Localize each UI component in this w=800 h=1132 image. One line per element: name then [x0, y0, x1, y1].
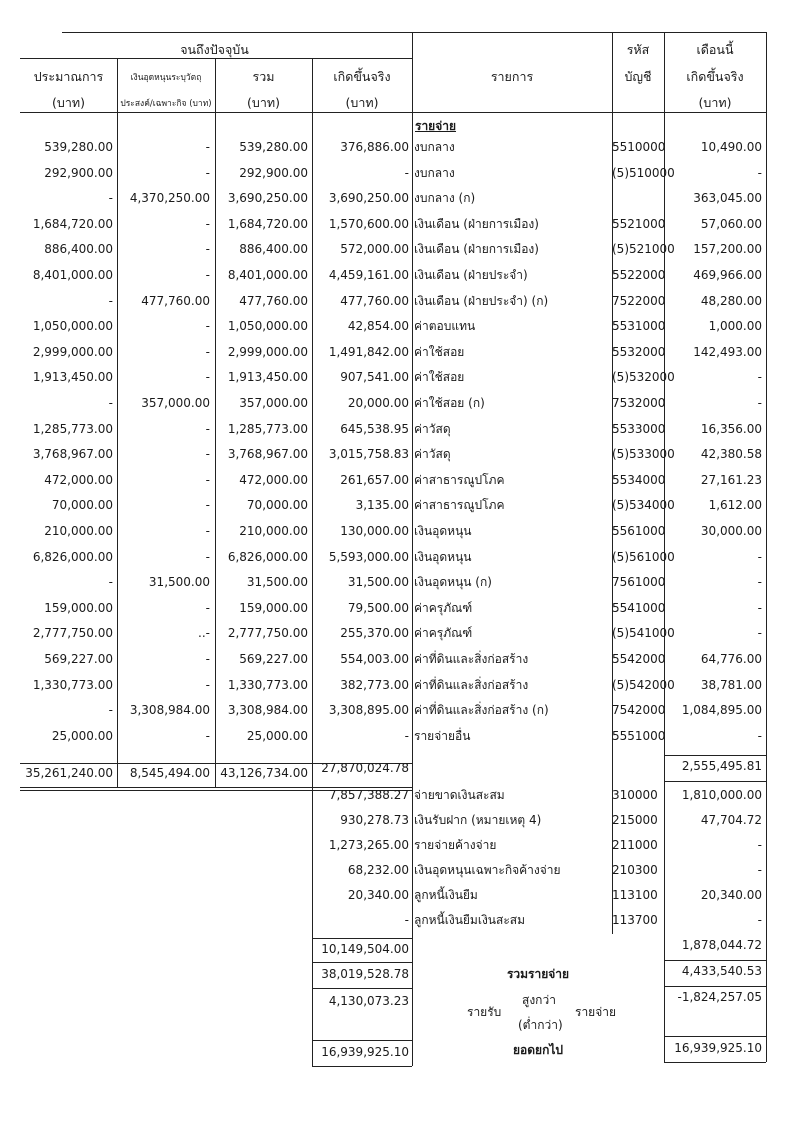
- cell-estimate: 569,227.00: [44, 652, 113, 666]
- cell-estimate: 210,000.00: [44, 524, 113, 538]
- cell-month: 142,493.00: [693, 345, 762, 359]
- cell-estimate: 8,401,000.00: [32, 268, 113, 282]
- cell-item: เงินเดือน (ฝ่ายประจำ) (ก): [414, 294, 549, 308]
- cell-estimate: 6,826,000.00: [32, 550, 113, 564]
- cell-estimate: 1,285,773.00: [32, 422, 113, 436]
- cell-actual: 477,760.00: [340, 294, 409, 308]
- difference-top-line: [312, 988, 412, 989]
- cell-item: ค่าที่ดินและสิ่งก่อสร้าง (ก): [414, 703, 549, 717]
- cell-actual: 572,000.00: [340, 242, 409, 256]
- cell-subsidy: 3,308,984.00: [129, 703, 210, 717]
- cell-actual: 42,854.00: [347, 319, 409, 333]
- cell-total: 1,330,773.00: [227, 678, 308, 692]
- difference-month: -1,824,257.05: [677, 990, 762, 1004]
- difference-actual: 4,130,073.23: [328, 994, 409, 1008]
- cell-item: เงินอุดหนุน: [414, 524, 472, 538]
- cell-code: 7532000: [612, 396, 666, 410]
- cell-month: -: [757, 626, 762, 640]
- cell-estimate: -: [108, 703, 113, 717]
- cell-estimate: 1,684,720.00: [32, 217, 113, 231]
- cell-item: ค่าครุภัณฑ์: [414, 601, 473, 615]
- cell-actual: 20,000.00: [347, 396, 409, 410]
- cell-total: 25,000.00: [246, 729, 308, 743]
- cell-actual: 7,857,388.27: [328, 788, 409, 802]
- cell-estimate: -: [108, 575, 113, 589]
- cell-total: 159,000.00: [239, 601, 308, 615]
- cell-total: 6,826,000.00: [227, 550, 308, 564]
- cell-total: 2,777,750.00: [227, 626, 308, 640]
- cell-item: ลูกหนี้เงินยืมเงินสะสม: [414, 913, 526, 927]
- cell-month: 30,000.00: [700, 524, 762, 538]
- month-carry-bottom-line: [664, 1062, 766, 1063]
- cell-subsidy: ..-: [198, 626, 210, 640]
- header-actual-unit: (บาท): [345, 95, 379, 110]
- total-month: 2,555,495.81: [681, 759, 762, 773]
- difference-label-lower: (ต่ำกว่า): [518, 1018, 563, 1032]
- cell-actual: 68,232.00: [347, 863, 409, 877]
- cell-subsidy: -: [205, 345, 210, 359]
- cell-estimate: 2,777,750.00: [32, 626, 113, 640]
- cell-month: 42,380.58: [700, 447, 762, 461]
- cell-estimate: 539,280.00: [44, 140, 113, 154]
- cell-month: -: [757, 863, 762, 877]
- subtotal-actual: 10,149,504.00: [321, 942, 409, 956]
- cell-month: -: [757, 601, 762, 615]
- cell-actual: 5,593,000.00: [328, 550, 409, 564]
- cell-actual: 1,491,842.00: [328, 345, 409, 359]
- cell-total: 292,900.00: [239, 166, 308, 180]
- cell-subsidy: -: [205, 447, 210, 461]
- cell-total: 8,401,000.00: [227, 268, 308, 282]
- cell-month: 10,490.00: [700, 140, 762, 154]
- cell-actual: 645,538.95: [340, 422, 409, 436]
- cell-total: 3,690,250.00: [227, 191, 308, 205]
- cell-estimate: 3,768,967.00: [32, 447, 113, 461]
- cell-actual: 20,340.00: [347, 888, 409, 902]
- cell-actual: 3,308,895.00: [328, 703, 409, 717]
- cell-month: -: [757, 913, 762, 927]
- cell-actual: 3,015,758.83: [328, 447, 409, 461]
- cell-total: 3,308,984.00: [227, 703, 308, 717]
- cell-code: 5531000: [612, 319, 666, 333]
- cell-total: 539,280.00: [239, 140, 308, 154]
- cell-code: 5561000: [612, 524, 666, 538]
- cell-actual: 31,500.00: [347, 575, 409, 589]
- subtotal-month: 1,878,044.72: [681, 938, 762, 952]
- cell-month: -: [757, 396, 762, 410]
- cell-estimate: 472,000.00: [44, 473, 113, 487]
- cell-actual: 1,273,265.00: [328, 838, 409, 852]
- difference-label-higher: สูงกว่า: [522, 993, 556, 1007]
- cell-subsidy: -: [205, 217, 210, 231]
- col-line-4: [412, 32, 413, 1066]
- cell-item: จ่ายขาดเงินสะสม: [414, 788, 505, 802]
- cell-actual: 3,135.00: [355, 498, 409, 512]
- cell-total: 886,400.00: [239, 242, 308, 256]
- cell-actual: 382,773.00: [340, 678, 409, 692]
- cell-month: -: [757, 166, 762, 180]
- cell-actual: 376,886.00: [340, 140, 409, 154]
- cell-subsidy: 31,500.00: [148, 575, 210, 589]
- cell-item: เงินเดือน (ฝ่ายประจำ): [414, 268, 528, 282]
- cell-item: ค่าใช้สอย: [414, 345, 465, 359]
- table-top-border: [62, 32, 766, 33]
- header-actual: เกิดขึ้นจริง: [333, 69, 391, 84]
- cell-code: 7561000: [612, 575, 666, 589]
- cell-item: เงินอุดหนุนเฉพาะกิจค้างจ่าย: [414, 863, 561, 877]
- cell-subsidy: -: [205, 729, 210, 743]
- total-estimate: 35,261,240.00: [25, 766, 113, 780]
- cell-code: 5510000: [612, 140, 666, 154]
- cell-subsidy: -: [205, 678, 210, 692]
- cell-month: -: [757, 370, 762, 384]
- cell-estimate: 886,400.00: [44, 242, 113, 256]
- cell-code: 310000: [612, 788, 658, 802]
- cell-month: -: [757, 729, 762, 743]
- cell-actual: -: [404, 729, 409, 743]
- cell-item: งบกลาง: [414, 140, 455, 154]
- grand-total-label: รวมรายจ่าย: [506, 967, 570, 981]
- carry-top-line: [312, 1040, 412, 1041]
- cell-subsidy: -: [205, 601, 210, 615]
- header-subsidy: เงินอุดหนุนระบุวัตถุ: [130, 73, 202, 83]
- col-line-7: [766, 32, 767, 1062]
- subtotal-top-line: [312, 938, 412, 939]
- cell-code: 5542000: [612, 652, 666, 666]
- header-subsidy-unit: ประสงค์/เฉพาะกิจ (บาท): [120, 99, 212, 109]
- cell-month: 1,810,000.00: [681, 788, 762, 802]
- cell-estimate: 25,000.00: [51, 729, 113, 743]
- cell-actual: 1,570,600.00: [328, 217, 409, 231]
- month-carry-top-line: [664, 1036, 766, 1037]
- carry-forward-label: ยอดยกไป: [513, 1043, 563, 1057]
- cell-code: 7522000: [612, 294, 666, 308]
- cell-month: 20,340.00: [700, 888, 762, 902]
- cell-month: -: [757, 838, 762, 852]
- cell-actual: 3,690,250.00: [328, 191, 409, 205]
- cell-item: ค่าสาธารณูปโภค: [414, 473, 505, 487]
- cell-total: 2,999,000.00: [227, 345, 308, 359]
- cell-month: 48,280.00: [700, 294, 762, 308]
- cell-month: 469,966.00: [693, 268, 762, 282]
- cell-item: งบกลาง (ก): [414, 191, 476, 205]
- cell-code: 5534000: [612, 473, 666, 487]
- cell-total: 31,500.00: [246, 575, 308, 589]
- cell-subsidy: -: [205, 370, 210, 384]
- grand-total-actual: 38,019,528.78: [321, 967, 409, 981]
- cell-actual: 79,500.00: [347, 601, 409, 615]
- cell-estimate: -: [108, 396, 113, 410]
- cell-total: 569,227.00: [239, 652, 308, 666]
- cell-month: 1,084,895.00: [681, 703, 762, 717]
- cell-item: ลูกหนี้เงินยืม: [414, 888, 478, 902]
- header-to-date: จนถึงปัจจุบัน: [180, 42, 249, 57]
- cell-total: 3,768,967.00: [227, 447, 308, 461]
- cell-subsidy: -: [205, 550, 210, 564]
- cell-actual: 930,278.73: [340, 813, 409, 827]
- cell-actual: 4,459,161.00: [328, 268, 409, 282]
- header-total: รวม: [252, 69, 275, 84]
- month-diff-top-line: [664, 986, 766, 987]
- cell-item: งบกลาง: [414, 166, 455, 180]
- cell-item: ค่าที่ดินและสิ่งก่อสร้าง: [414, 652, 529, 666]
- difference-label-expense: รายจ่าย: [575, 1005, 617, 1019]
- cell-item: ค่าที่ดินและสิ่งก่อสร้าง: [414, 678, 529, 692]
- cell-item: เงินเดือน (ฝ่ายการเมือง): [414, 217, 539, 231]
- carry-forward-month: 16,939,925.10: [674, 1041, 762, 1055]
- header-month-actual: เกิดขึ้นจริง: [686, 69, 744, 84]
- cell-actual: 907,541.00: [340, 370, 409, 384]
- cell-code: (5)561000: [612, 550, 675, 564]
- cell-actual: -: [404, 913, 409, 927]
- cell-code: 5551000: [612, 729, 666, 743]
- cell-month: 57,060.00: [700, 217, 762, 231]
- cell-month: 1,000.00: [708, 319, 762, 333]
- header-code: รหัส: [626, 42, 650, 57]
- cell-actual: 261,657.00: [340, 473, 409, 487]
- carry-bottom-line: [312, 1066, 412, 1067]
- cell-month: 27,161.23: [700, 473, 762, 487]
- total-actual: 27,870,024.78: [321, 761, 409, 775]
- cell-item: ค่าใช้สอย (ก): [414, 396, 485, 410]
- cell-code: (5)542000: [612, 678, 675, 692]
- cell-code: 5522000: [612, 268, 666, 282]
- carry-forward-actual: 16,939,925.10: [321, 1045, 409, 1059]
- cell-subsidy: -: [205, 652, 210, 666]
- cell-total: 1,913,450.00: [227, 370, 308, 384]
- total-subsidy: 8,545,494.00: [129, 766, 210, 780]
- cell-actual: 255,370.00: [340, 626, 409, 640]
- cell-item: เงินรับฝาก (หมายเหตุ 4): [414, 813, 542, 827]
- month-total-bottom-line: [664, 781, 766, 782]
- cell-estimate: 1,050,000.00: [32, 319, 113, 333]
- cell-code: 5533000: [612, 422, 666, 436]
- cell-subsidy: 357,000.00: [141, 396, 210, 410]
- cell-code: (5)534000: [612, 498, 675, 512]
- cell-actual: 130,000.00: [340, 524, 409, 538]
- section-title: รายจ่าย: [415, 119, 457, 133]
- cell-subsidy: -: [205, 473, 210, 487]
- cell-item: ค่าใช้สอย: [414, 370, 465, 384]
- month-total-top-line: [664, 755, 766, 756]
- cell-code: (5)532000: [612, 370, 675, 384]
- header-month: เดือนนี้: [696, 42, 734, 57]
- cell-estimate: 2,999,000.00: [32, 345, 113, 359]
- cell-code: 7542000: [612, 703, 666, 717]
- cell-actual: 554,003.00: [340, 652, 409, 666]
- cell-total: 1,285,773.00: [227, 422, 308, 436]
- cell-item: ค่าครุภัณฑ์: [414, 626, 473, 640]
- cell-month: -: [757, 575, 762, 589]
- cell-code: 113700: [612, 913, 658, 927]
- cell-code: (5)521000: [612, 242, 675, 256]
- cell-item: ค่าวัสดุ: [414, 422, 451, 436]
- cell-total: 70,000.00: [246, 498, 308, 512]
- cell-code: 5532000: [612, 345, 666, 359]
- cell-item: เงินอุดหนุน (ก): [414, 575, 492, 589]
- cell-code: (5)510000: [612, 166, 675, 180]
- header-total-unit: (บาท): [247, 95, 280, 110]
- header-estimate-unit: (บาท): [52, 95, 85, 110]
- cell-month: 16,356.00: [700, 422, 762, 436]
- cell-code: 113100: [612, 888, 658, 902]
- cell-item: เงินเดือน (ฝ่ายการเมือง): [414, 242, 539, 256]
- cell-estimate: -: [108, 294, 113, 308]
- cell-item: เงินอุดหนุน: [414, 550, 472, 564]
- cell-code: 5541000: [612, 601, 666, 615]
- difference-label-income: รายรับ: [467, 1005, 502, 1019]
- cell-total: 210,000.00: [239, 524, 308, 538]
- grand-total-top-line: [312, 962, 412, 963]
- cell-estimate: 1,913,450.00: [32, 370, 113, 384]
- cell-subsidy: -: [205, 422, 210, 436]
- cell-month: 38,781.00: [700, 678, 762, 692]
- cell-code: 215000: [612, 813, 658, 827]
- header-item: รายการ: [490, 69, 534, 84]
- cell-total: 477,760.00: [239, 294, 308, 308]
- cell-estimate: 1,330,773.00: [32, 678, 113, 692]
- cell-code: (5)541000: [612, 626, 675, 640]
- cell-subsidy: -: [205, 498, 210, 512]
- cell-estimate: -: [108, 191, 113, 205]
- cell-month: 1,612.00: [708, 498, 762, 512]
- cell-month: 47,704.72: [700, 813, 762, 827]
- cell-estimate: 292,900.00: [44, 166, 113, 180]
- cell-item: ค่าสาธารณูปโภค: [414, 498, 505, 512]
- cell-total: 357,000.00: [239, 396, 308, 410]
- cell-subsidy: -: [205, 242, 210, 256]
- header-month-unit: (บาท): [698, 95, 732, 110]
- cell-subsidy: 4,370,250.00: [129, 191, 210, 205]
- cell-subsidy: -: [205, 319, 210, 333]
- cell-total: 1,050,000.00: [227, 319, 308, 333]
- cell-item: รายจ่ายอื่น: [414, 729, 471, 743]
- cell-code: (5)533000: [612, 447, 675, 461]
- month-grand-top-line: [664, 960, 766, 961]
- cell-code: 5521000: [612, 217, 666, 231]
- cell-subsidy: -: [205, 166, 210, 180]
- cell-total: 1,684,720.00: [227, 217, 308, 231]
- cell-subsidy: -: [205, 140, 210, 154]
- cell-estimate: 159,000.00: [44, 601, 113, 615]
- cell-item: ค่าตอบแทน: [414, 319, 476, 333]
- cell-total: 472,000.00: [239, 473, 308, 487]
- cell-code: 210300: [612, 863, 658, 877]
- col-line-6: [664, 32, 665, 1062]
- cell-estimate: 70,000.00: [51, 498, 113, 512]
- cell-item: รายจ่ายค้างจ่าย: [414, 838, 497, 852]
- cell-item: ค่าวัสดุ: [414, 447, 451, 461]
- cell-month: 157,200.00: [693, 242, 762, 256]
- header-estimate: ประมาณการ: [33, 69, 104, 84]
- cell-subsidy: -: [205, 268, 210, 282]
- cell-month: 64,776.00: [700, 652, 762, 666]
- header-code-2: บัญชี: [624, 69, 652, 84]
- cell-subsidy: -: [205, 524, 210, 538]
- total-total: 43,126,734.00: [220, 766, 308, 780]
- cell-month: 363,045.00: [693, 191, 762, 205]
- cell-code: 211000: [612, 838, 658, 852]
- grand-total-month: 4,433,540.53: [681, 964, 762, 978]
- cell-actual: -: [404, 166, 409, 180]
- cell-month: -: [757, 550, 762, 564]
- cell-subsidy: 477,760.00: [141, 294, 210, 308]
